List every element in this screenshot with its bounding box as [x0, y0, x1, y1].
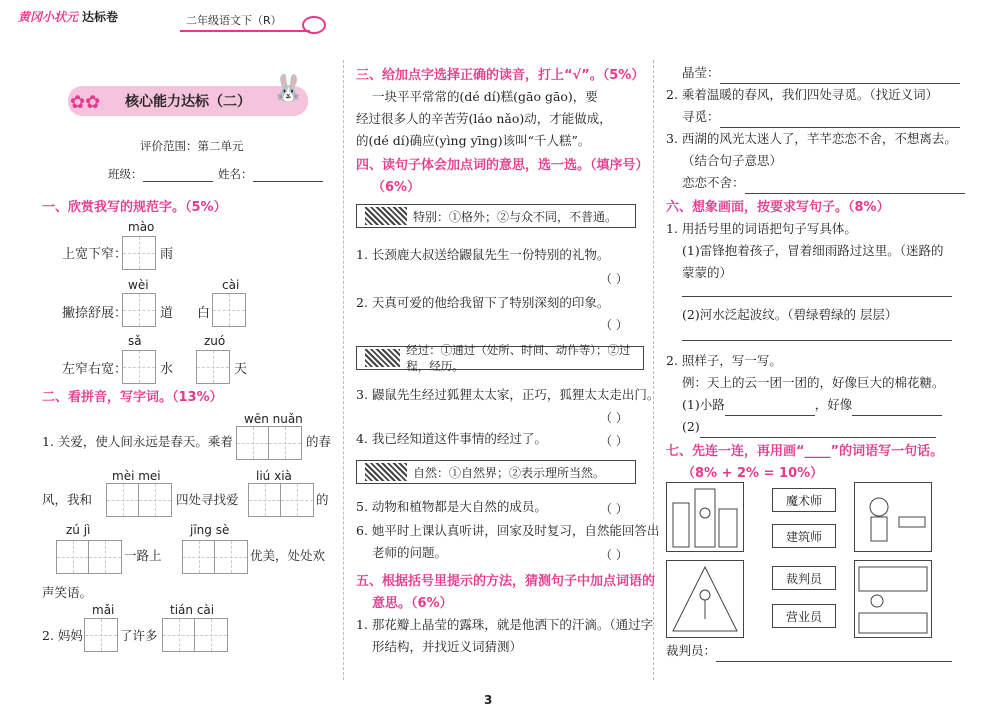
section-1-title: 一、欣赏我写的规范字。（5%）: [42, 200, 227, 215]
row-label: 白: [197, 306, 211, 321]
pinyin: zuó: [204, 334, 226, 348]
answer-line[interactable]: (2): [682, 416, 936, 438]
answer-rule[interactable]: [682, 340, 952, 341]
answer-line[interactable]: 恋恋不舍：: [682, 172, 965, 194]
pinyin: wèi: [128, 278, 149, 292]
section-banner: 核心能力达标（二）: [68, 86, 308, 116]
text-line: 的春: [306, 434, 332, 449]
writing-grid[interactable]: [84, 618, 118, 652]
pinyin: zú jì: [66, 523, 91, 537]
scroll-icon: [365, 349, 400, 367]
row-label: 雨: [160, 247, 174, 262]
question: 3. 西湖的风光太迷人了，芊芊恋恋不舍，不想离去。: [666, 131, 957, 146]
pinyin: wēn nuǎn: [244, 412, 303, 426]
grade-label: 二年级语文下（R）: [186, 14, 282, 27]
section-2-title: 二、看拼音，写字词。（13%）: [42, 390, 223, 405]
section-4-title: 四、读句子体会加点词的意思，选一选。（填序号）: [356, 158, 649, 173]
text-line: 了许多: [120, 628, 158, 643]
writing-grid[interactable]: [162, 618, 228, 652]
pinyin: liú xià: [256, 469, 292, 483]
writing-grid[interactable]: [122, 293, 156, 327]
evaluation-scope: 评价范围：第二单元: [140, 139, 244, 153]
writing-grid[interactable]: [196, 350, 230, 384]
section-7-pct: （8% + 2% = 10%）: [682, 466, 824, 481]
question: 老师的问题。: [372, 545, 448, 560]
answer-paren[interactable]: （ ）: [600, 434, 628, 448]
section-5-title: 五、根据括号里提示的方法，猜测句子中加点词语的: [356, 574, 656, 589]
pinyin: sǎ: [128, 334, 142, 348]
architect-picture: [666, 482, 744, 552]
answer-line[interactable]: 裁判员：: [666, 640, 952, 662]
question: (2)河水泛起波纹。（碧绿碧绿的 层层）: [682, 307, 898, 322]
answer-line[interactable]: 寻觅：: [682, 106, 960, 128]
question: 1. 用括号里的词语把句子写具体。: [666, 221, 857, 236]
writing-grid[interactable]: [122, 350, 156, 384]
pinyin: mèi mei: [112, 469, 161, 483]
question: 蒙蒙的）: [682, 265, 733, 280]
writing-grid[interactable]: [236, 426, 302, 460]
section-4-pct: （6%）: [372, 180, 421, 195]
question: 2. 照样子，写一写。: [666, 353, 782, 368]
pinyin: mào: [128, 220, 155, 234]
question: 1. 那花瓣上晶莹的露珠，就是他洒下的汗滴。（通过字: [356, 617, 654, 632]
question: 3. 鼹鼠先生经过狐狸太太家，正巧，狐狸太太走出门。: [356, 387, 660, 402]
question: 5. 动物和植物都是大自然的成员。: [356, 499, 547, 514]
question: 1. 长颈鹿大叔送给鼹鼠先生一份特别的礼物。: [356, 247, 610, 262]
bunny-icon: 🐰: [272, 74, 305, 104]
example: 例：天上的云一团一团的，好像巨大的棉花糖。: [682, 375, 945, 390]
row-label: 上宽下窄：: [62, 247, 128, 262]
row-label: 左窄右宽：: [62, 362, 128, 377]
writing-grid[interactable]: [106, 483, 172, 517]
pinyin: tián cài: [170, 603, 215, 617]
text-line: 优美，处处欢: [250, 548, 326, 563]
text-line: 的: [316, 492, 329, 507]
section-5-title-2: 意思。（6%）: [372, 596, 453, 611]
question: 形结构，并找近义词猜测）: [372, 639, 523, 654]
writing-grid[interactable]: [122, 236, 156, 270]
row-label: 水: [160, 362, 174, 377]
question: （结合句子意思）: [682, 153, 783, 168]
text-line: 声笑语。: [42, 585, 93, 600]
definition-box: 经过：①通过（处所、时间、动作等）；②过程，经历。: [356, 346, 644, 370]
writing-grid[interactable]: [248, 483, 314, 517]
writing-grid[interactable]: [212, 293, 246, 327]
text-line: 经过很多人的辛苦劳(láo nǎo)动，才能做成，: [356, 111, 612, 126]
row-label: 道: [160, 306, 174, 321]
class-field: 班级：: [108, 166, 213, 182]
question: 4. 我已经知道这件事情的经过了。: [356, 431, 547, 446]
scroll-icon: [365, 207, 407, 225]
flower-icon: ✿✿: [70, 92, 101, 113]
text-line: 一路上: [124, 548, 162, 563]
section-7-title: 七、先连一连，再用画“____”的词语写一句话。: [666, 444, 944, 459]
question: 6. 她平时上课认真听讲，回家及时复习，自然能回答出: [356, 523, 660, 538]
pinyin: mǎi: [92, 603, 115, 617]
section-3-title: 三、给加点字选择正确的读音，打上“√”。（5%）: [356, 68, 645, 83]
definition-box: 特别：①格外；②与众不同，不普通。: [356, 204, 636, 228]
referee-picture: [666, 560, 744, 638]
word-card[interactable]: 魔术师: [772, 488, 836, 512]
pinyin: cài: [222, 278, 240, 292]
shop-picture: [854, 560, 932, 638]
text-line: 四处寻找爱: [176, 492, 239, 507]
text-line: 1. 关爱，使人间永远是春天。乘着: [42, 434, 233, 449]
answer-rule[interactable]: [682, 296, 952, 297]
question: 2. 天真可爱的他给我留下了特别深刻的印象。: [356, 295, 610, 310]
student-picture: [854, 482, 932, 552]
answer-line[interactable]: 晶莹：: [682, 62, 960, 84]
text-line: 2. 妈妈: [42, 628, 83, 643]
question: (1)雷锋抱着孩子，冒着细雨路过这里。（迷路的: [682, 243, 944, 258]
pinyin: jīng sè: [190, 523, 230, 537]
text-line: 一块平平常常的(dé dí)糕(gāo gāo)，要: [372, 89, 598, 104]
answer-paren[interactable]: （ ）: [600, 272, 628, 286]
scroll-icon: [365, 463, 407, 481]
page-number: 3: [484, 693, 493, 707]
word-card[interactable]: 建筑师: [772, 524, 836, 548]
word-card[interactable]: 营业员: [772, 604, 836, 628]
answer-paren[interactable]: （ ）: [600, 411, 628, 425]
definition-box: 自然：①自然界；②表示理所当然。: [356, 460, 636, 484]
row-label: 天: [234, 362, 248, 377]
header-rule: [180, 30, 310, 32]
section-6-title: 六、想象画面，按要求写句子。（8%）: [666, 200, 890, 215]
writing-grid[interactable]: [182, 540, 248, 574]
row-label: 撇捺舒展：: [62, 306, 128, 321]
question: 2. 乘着温暖的春风，我们四处寻觅。（找近义词）: [666, 87, 939, 102]
word-card[interactable]: 裁判员: [772, 566, 836, 590]
name-field: 姓名：: [218, 166, 323, 182]
answer-paren[interactable]: （ ）: [600, 548, 628, 562]
answer-paren[interactable]: （ ）: [600, 502, 628, 516]
writing-grid[interactable]: [56, 540, 122, 574]
answer-line[interactable]: (1)小路 ，好像: [682, 394, 942, 416]
column-divider: [343, 60, 344, 680]
text-line: 风，我和: [42, 492, 93, 507]
brand-logo: 黄冈小状元 达标卷: [18, 10, 119, 24]
answer-paren[interactable]: （ ）: [600, 318, 628, 332]
swirl-icon: [302, 16, 326, 34]
text-line: 的(dé dí)确应(yìng yīng)该叫“千人糕”。: [356, 133, 591, 148]
